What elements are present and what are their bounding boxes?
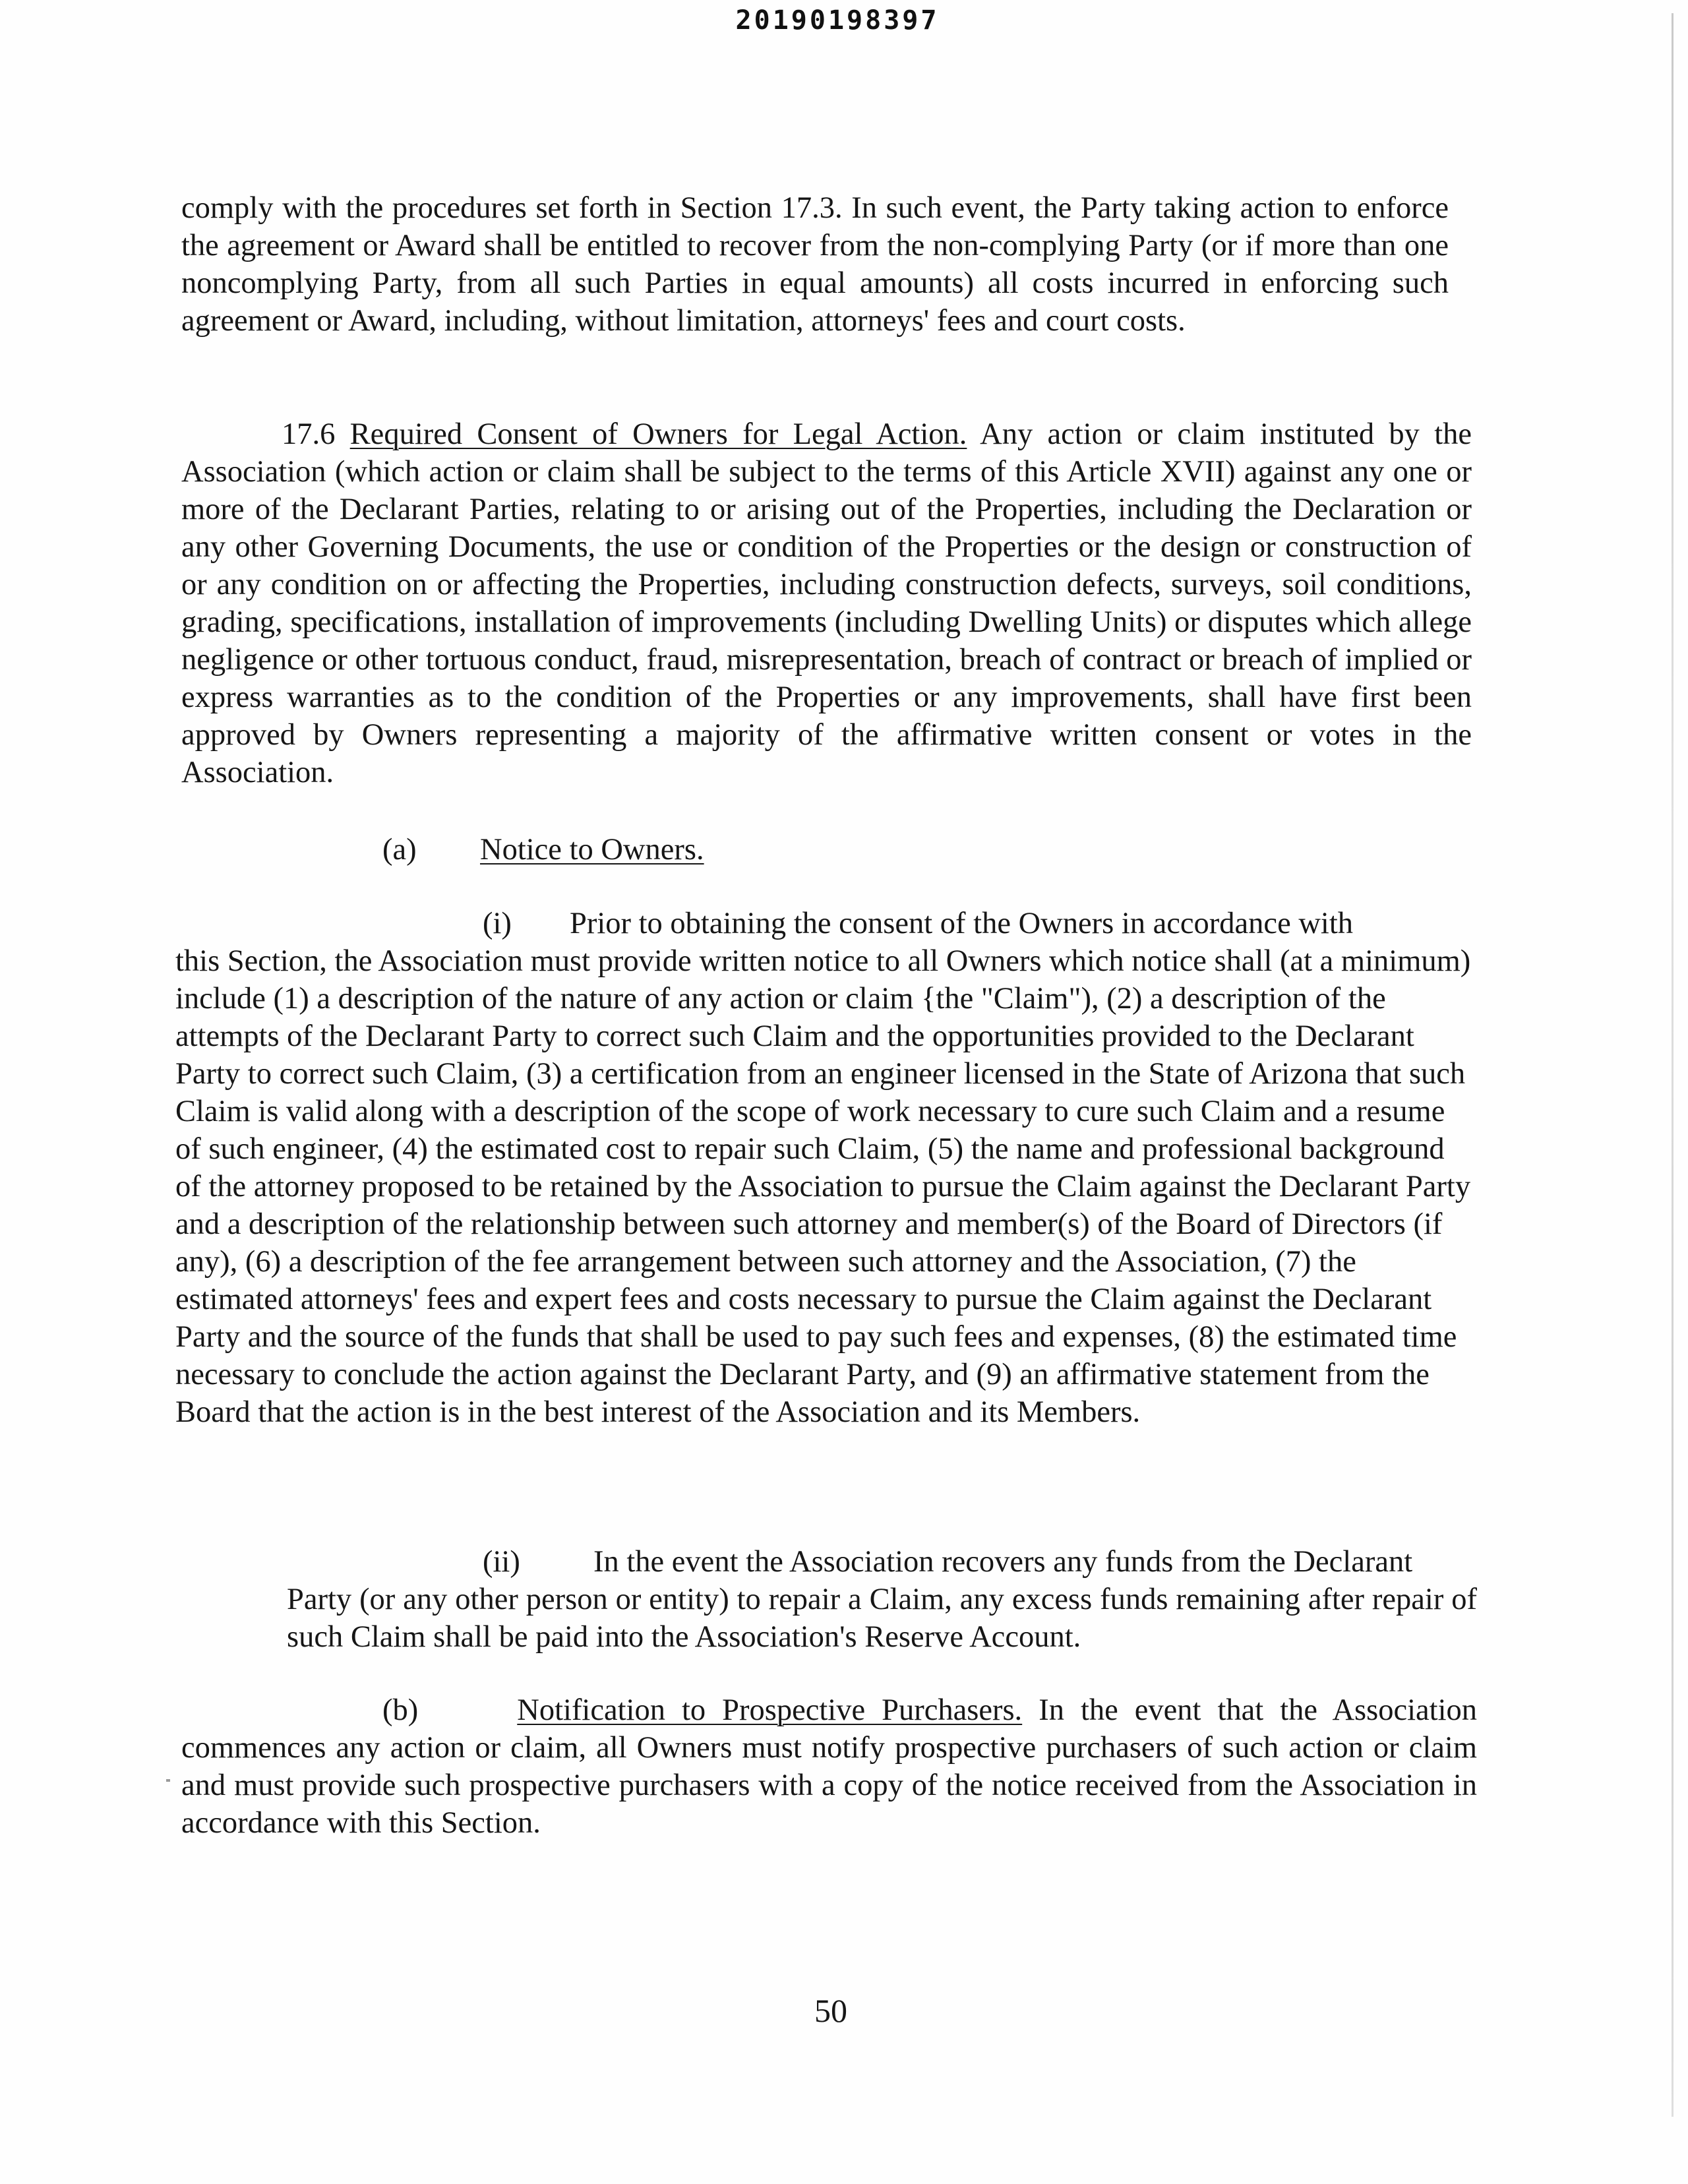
subsection-b-paragraph bbox=[181, 1691, 1477, 1842]
paragraph-continuation: comply with the procedures set forth in Section 17.3. In such event, the Party taking action to enforce the agreement or Award shall be entitled to recover from the non-complying Party (or if more than one noncomplying Party, from all such Parties in equal amounts) all costs incurred in enforcing such agreement or Award, including, without limitation, attorneys' fees and court costs. bbox=[181, 191, 1449, 338]
subsection-a-heading: Notice to Owners. bbox=[480, 833, 704, 866]
item-i-paragraph: this Section, the Association must provide written notice to all Owners which notice shall (at a minimum) include (1) a description of the nature of any action or claim {the "Claim"), (2) a description of the attempts of the Declarant Party to correct such Claim and the opportunities provided to the Declarant Party to correct such Claim, (3) a certification from an engineer licensed in the State of Arizona that such Claim is valid along with a description of the scope of work necessary to cure such Claim and a resume of such engineer, (4) the estimated cost to repair such Claim, (5) the name and professional background of the attorney proposed to be retained by the Association to pursue the Claim against the Declarant Party and a description of the relationship between such attorney and member(s) of the Board of Directors (if any), (6) a description of the fee arrangement between such attorney and the Association, (7) the estimated attorneys' fees and expert fees and costs necessary to pursue the Claim against the Declarant Party and the source of the funds that shall be used to pay such fees and expenses, (8) the estimated time necessary to conclude the action against the Declarant Party, and (9) an affirmative statement from the Board that the action is in the best interest of the Association and its Members. bbox=[175, 944, 1471, 1429]
item-i-first-line: Prior to obtaining the consent of the Owners in accordance with bbox=[570, 907, 1353, 940]
item-ii-first-line: In the event the Association recovers any funds from the Declarant bbox=[593, 1545, 1413, 1579]
subsection-b-label: (b) bbox=[382, 1693, 419, 1727]
subsection-b-heading: Notification to Prospective Purchasers. bbox=[517, 1693, 1023, 1727]
scan-edge-artifact bbox=[1672, 13, 1673, 2117]
subsection-a-label: (a) bbox=[382, 833, 417, 866]
section-number: 17.6 bbox=[282, 417, 336, 451]
item-ii-label: (ii) bbox=[483, 1545, 520, 1579]
section-body: Any action or claim instituted by the Association (which action or claim shall be subject to the terms of this Article XVII) against any one or more of the Declarant Parties, relating to or arising out of the Properties, including the Declaration or any other Governing Documents, the use or condition of the Properties or the design or construction of or any condition on or affecting the Properties, including construction defects, surveys, soil conditions, grading, specifications, installation of improvements (including Dwelling Units) or disputes which allege negligence or other tortuous conduct, fraud, misrepresentation, breach of contract or breach of implied or express warranties as to the condition of the Properties or any improvements, shall have first been approved by Owners representing a majority of the affirmative written consent or votes in the Association. bbox=[181, 417, 1472, 789]
section-17-6-paragraph bbox=[181, 415, 1472, 791]
item-ii-paragraph: Party (or any other person or entity) to repair a Claim, any excess funds remaining after repair of such Claim shall be paid into the Association's Reserve Account. bbox=[287, 1583, 1477, 1654]
section-heading: Required Consent of Owners for Legal Action. bbox=[349, 417, 967, 451]
subsection-b-body: In the event that the Association commences any action or claim, all Owners must notify prospective purchasers of such action or claim and must provide such prospective purchasers with a copy of the notice received from the Association in accordance with this Section. bbox=[181, 1693, 1478, 1840]
document-number: 20190198397 bbox=[735, 5, 940, 36]
page-number: 50 bbox=[814, 1992, 847, 2029]
item-i-label: (i) bbox=[483, 907, 512, 940]
scan-speck-artifact bbox=[166, 1779, 170, 1782]
